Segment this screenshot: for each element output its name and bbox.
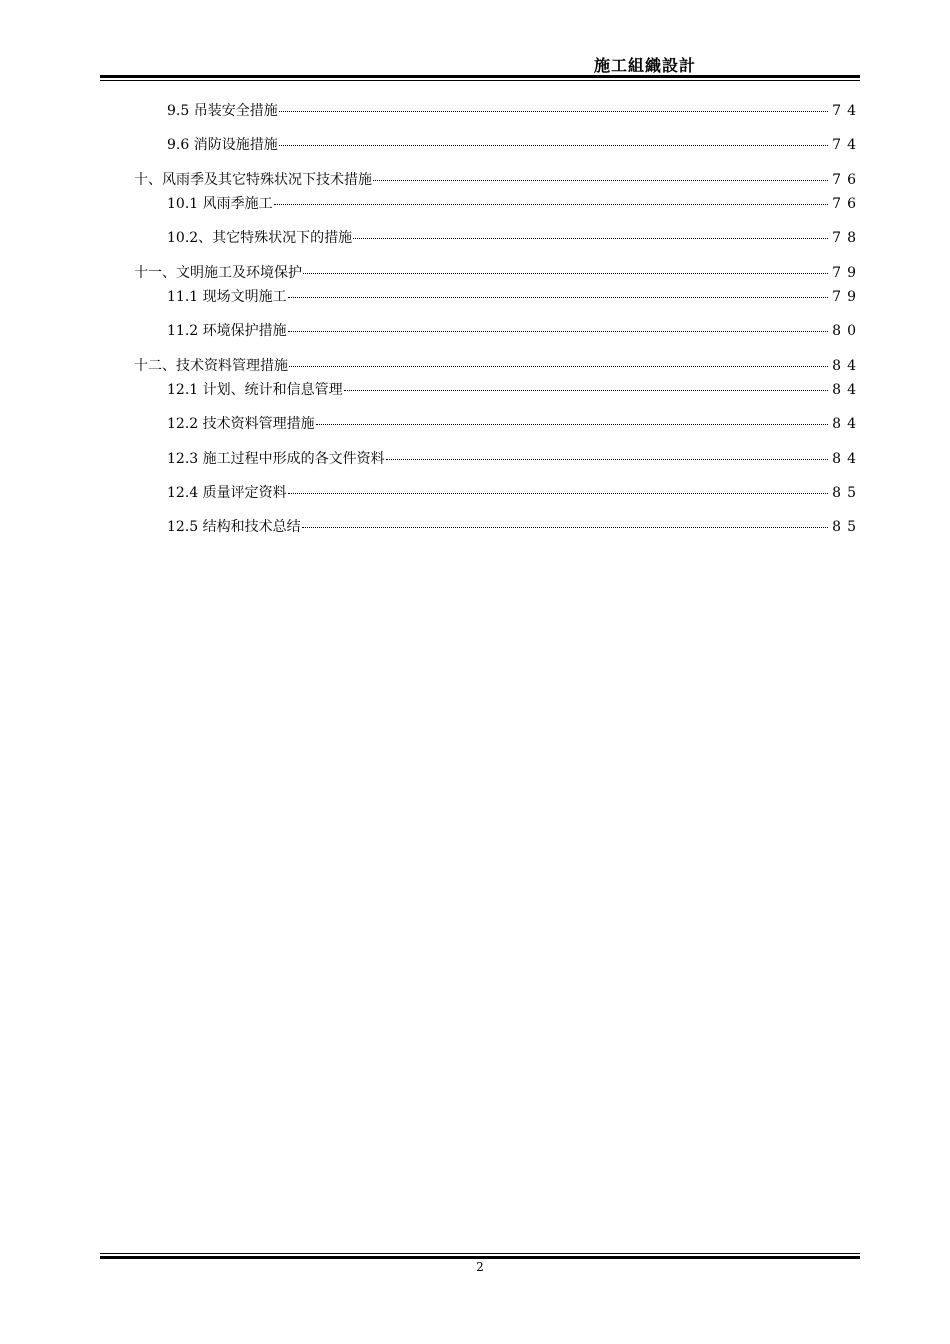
- table-of-contents: [0, 0, 950, 600]
- toc-dot-leader: [288, 330, 829, 332]
- footer-page-number: 2: [476, 1260, 484, 1274]
- toc-entry-12-5[interactable]: [167, 518, 862, 536]
- toc-entry-chapter-12[interactable]: [134, 357, 862, 375]
- page-footer: [100, 1250, 860, 1280]
- toc-entry-label: 12.5 结构和技术总结: [167, 519, 301, 535]
- toc-entry-label: 9.6 消防设施措施: [167, 137, 278, 153]
- footer-rule-thin: [100, 1253, 860, 1254]
- toc-entry-label: 12.2 技术资料管理措施: [167, 416, 315, 432]
- toc-entry-12-1[interactable]: [167, 381, 862, 399]
- toc-page-number: 84: [832, 451, 862, 467]
- toc-dot-leader: [344, 389, 829, 391]
- toc-entry-10-2[interactable]: [167, 229, 862, 247]
- toc-entry-label: 10.1 风雨季施工: [167, 196, 273, 212]
- toc-dot-leader: [316, 423, 829, 425]
- toc-entry-label: 11.1 现场文明施工: [167, 289, 287, 305]
- toc-page-number: 84: [832, 382, 862, 398]
- footer-rule-thick: [100, 1256, 860, 1259]
- toc-page-number: 74: [832, 137, 862, 153]
- toc-page-number: 84: [832, 358, 862, 374]
- toc-page-number: 79: [832, 265, 862, 281]
- toc-page-number: 78: [832, 230, 862, 246]
- toc-page-number: 79: [832, 289, 862, 305]
- toc-entry-12-4[interactable]: [167, 484, 862, 502]
- toc-entry-10-1[interactable]: [167, 195, 862, 213]
- toc-page-number: 84: [832, 416, 862, 432]
- toc-page-number: 85: [832, 519, 862, 535]
- toc-entry-9-6[interactable]: [167, 136, 862, 154]
- toc-entry-11-2[interactable]: [167, 322, 862, 340]
- toc-entry-label: 十二、技术资料管理措施: [134, 358, 288, 374]
- toc-entry-chapter-11[interactable]: [134, 264, 862, 282]
- toc-page-number: 74: [832, 103, 862, 119]
- toc-entry-label: 12.1 计划、统计和信息管理: [167, 382, 343, 398]
- toc-dot-leader: [289, 365, 828, 367]
- toc-entry-label: 12.3 施工过程中形成的各文件资料: [167, 451, 385, 467]
- toc-page-number: 76: [832, 196, 862, 212]
- header-title: 施工組織設計: [593, 56, 696, 75]
- toc-entry-12-2[interactable]: [167, 415, 862, 433]
- toc-dot-leader: [303, 272, 828, 274]
- toc-dot-leader: [386, 458, 829, 460]
- toc-entry-label: 十、风雨季及其它特殊状况下技术措施: [134, 172, 372, 188]
- toc-entry-label: 9.5 吊装安全措施: [167, 103, 278, 119]
- toc-entry-label: 十一、文明施工及环境保护: [134, 265, 302, 281]
- toc-page-number: 76: [832, 172, 862, 188]
- toc-dot-leader: [353, 237, 828, 239]
- toc-dot-leader: [274, 203, 829, 205]
- toc-entry-label: 10.2、其它特殊状况下的措施: [167, 230, 353, 246]
- toc-dot-leader: [302, 526, 829, 528]
- toc-dot-leader: [279, 110, 828, 112]
- toc-dot-leader: [279, 144, 828, 146]
- toc-entry-12-3[interactable]: [167, 450, 862, 468]
- toc-entry-chapter-10[interactable]: [134, 171, 862, 189]
- toc-entry-label: 11.2 环境保护措施: [167, 323, 287, 339]
- toc-entry-label: 12.4 质量评定资料: [167, 485, 287, 501]
- toc-dot-leader: [373, 179, 828, 181]
- toc-entry-11-1[interactable]: [167, 288, 862, 306]
- toc-dot-leader: [288, 492, 829, 494]
- toc-dot-leader: [288, 296, 829, 298]
- toc-page-number: 80: [832, 323, 862, 339]
- toc-page-number: 85: [832, 485, 862, 501]
- toc-entry-9-5[interactable]: [167, 102, 862, 120]
